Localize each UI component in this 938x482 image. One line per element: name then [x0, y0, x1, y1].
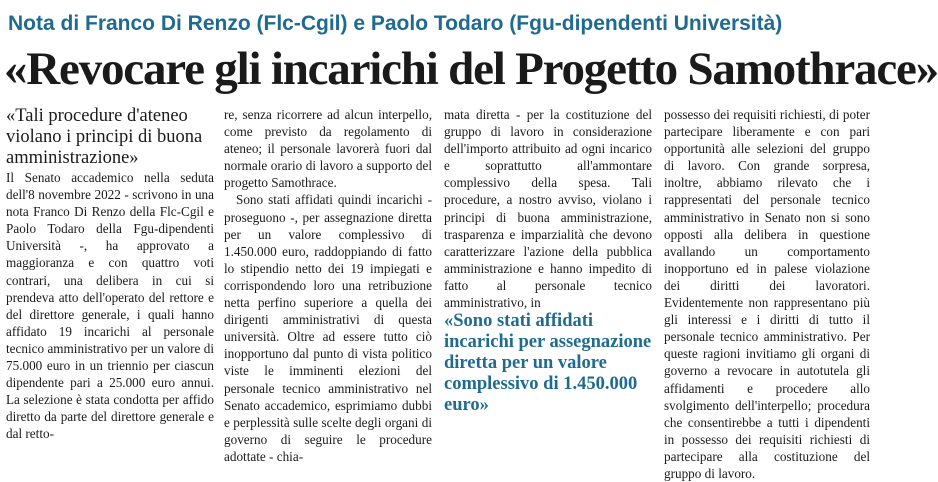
article-column-1: [6, 106, 214, 458]
paragraph-col1: Il Senato accademico nella seduta dell'8 novembre 2022 - scrivono in una nota Franco Di Renzo della Flc-Cgil e Paolo Todaro della Fgu-dipendenti Università -, ha approvato a maggioranza e con quattro voti contrari, una delibera in cui si prendeva atto dell'operato del rettore e del direttore generale, i quali hanno affidato 19 incarichi al personale tecnico amministrativo per un valore di 75.000 euro in un triennio per ciascun dipendente pari a 25.000 euro annui. La selezione è stata condotta per affido diretto da parte del direttore generale e dal retto-: [6, 170, 214, 442]
article-column-3: [444, 106, 652, 458]
article-column-2: [224, 106, 432, 464]
paragraph-col2-b: Sono stati affidati quindi incarichi - proseguono -, per assegnazione diretta per un valore complessivo di 1.450.000 euro, raddoppiando di fatto lo stipendio netto dei 19 impiegati e corrispondendo loro una retribuzione netta perfino superiore a quella dei dirigenti amministrativi di questa università. Oltre ad essere tutto ciò inopportuno dal punto di vista politico viste le imminenti elezioni del personale tecnico amministrativo nel Senato accademico, esprimiamo dubbi e perplessità sulle scelte degli organi di governo di seguire le procedure adottate - chia-: [224, 192, 432, 464]
article-column-4: [664, 106, 870, 481]
paragraph-col3: mata diretta - per la costituzione del gruppo di lavoro in considerazione dell'importo attribuito ad ogni incarico e soprattutto all'ammontare complessivo della spesa. Tali procedure, a nostro avviso, violano i principi di buona amministrazione, trasparenza e imparzialità che devono caratterizzare l'azione della pubblica amministrazione e hanno impedito di fatto al personale tecnico amministrativo, in: [444, 107, 652, 311]
pull-quote-top: «Tali procedure d'ateneo violano i principi di buona amministrazione»: [6, 106, 203, 168]
headline: «Revocare gli incarichi del Progetto Samothrace»: [4, 43, 938, 95]
pull-quote-bottom: «Sono stati affidati incarichi per assegnazione diretta per un valore complessivo di 1.450.000 euro»: [444, 311, 652, 416]
paragraph-col2-a: re, senza ricorrere ad alcun interpello, come previsto da regolamento di ateneo; il personale lavorerà fuori dal normale orario di lavoro a supporto del progetto Samothrace.: [224, 107, 432, 191]
paragraph-col4: possesso dei requisiti richiesti, di poter partecipare liberamente e con pari opportunità alle selezioni del gruppo di lavoro. Con grande sorpresa, inoltre, abbiamo rilevato che i rappresentati del personale tecnico amministrativo in Senato non si sono opposti alla delibera in questione avallando un comportamento inopportuno ed in palese violazione dei diritti dei lavoratori. Evidentemente non rappresentano più gli interessi e i diritti di tutto il personale tecnico amministrativo. Per queste ragioni invitiamo gli organi di governo a revocare in autotutela gli affidamenti e procedere allo svolgimento dell'interpello; procedura che consentirebbe a tutti i dipendenti in possesso dei requisiti richiesti di partecipare alla costituzione del gruppo di lavoro.: [664, 107, 870, 481]
kicker: Nota di Franco Di Renzo (Flc-Cgil) e Paolo Todaro (Fgu-dipendenti Università): [8, 12, 783, 35]
